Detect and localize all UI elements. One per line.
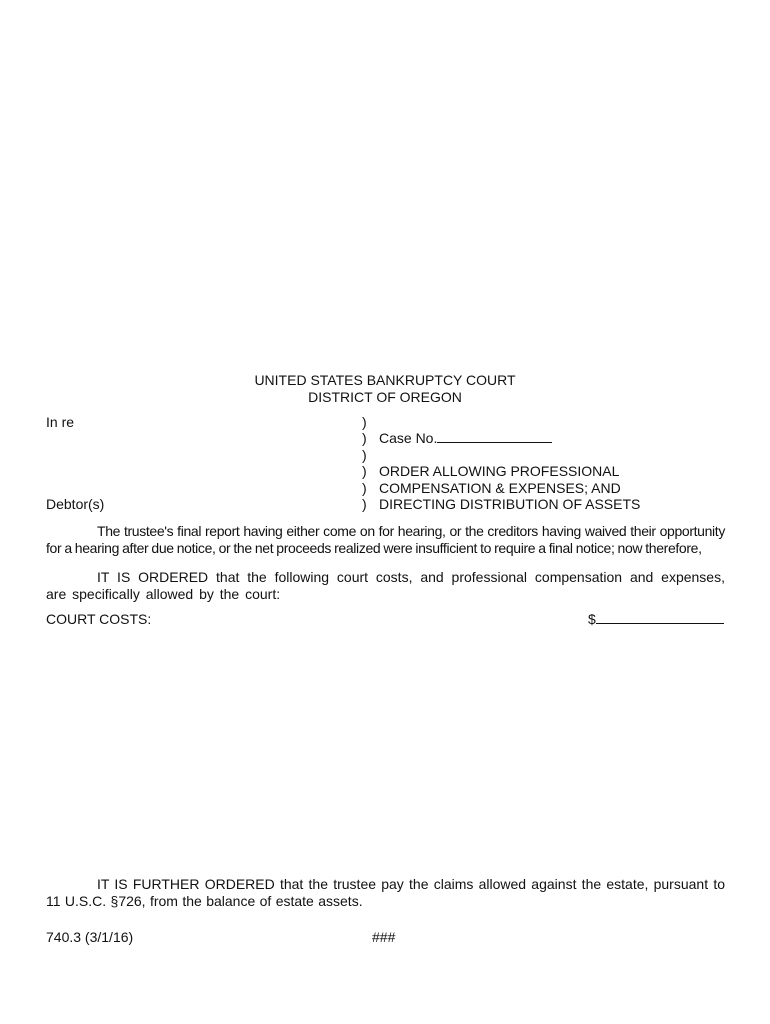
caption-right-block bbox=[379, 414, 640, 512]
caption-paren: ) bbox=[362, 430, 367, 447]
end-of-document-mark: ### bbox=[372, 929, 396, 945]
case-no-label: Case No. bbox=[379, 430, 438, 447]
caption-paren: ) bbox=[362, 463, 367, 480]
caption-paren: ) bbox=[362, 414, 367, 430]
debtor-label: Debtor(s) bbox=[46, 496, 105, 512]
findings-text: The trustee's final report having either come on for hearing, or the creditors having waived their opportunity for a hearing after due notice, or the net proceeds realized were insufficient to require a final notice; now therefore, bbox=[46, 523, 725, 556]
order-title-line: DIRECTING DISTRIBUTION OF ASSETS bbox=[379, 495, 641, 512]
case-number-field[interactable] bbox=[437, 430, 552, 443]
caption-paren: ) bbox=[362, 446, 367, 463]
order-title-line: COMPENSATION & EXPENSES; AND bbox=[379, 479, 621, 496]
currency-symbol: $ bbox=[588, 611, 596, 627]
ordered-paragraph bbox=[46, 569, 725, 603]
district-heading: DISTRICT OF OREGON bbox=[308, 389, 462, 405]
findings-paragraph bbox=[46, 523, 725, 557]
court-costs-amount-field[interactable] bbox=[596, 611, 724, 624]
court-name-heading: UNITED STATES BANKRUPTCY COURT bbox=[254, 372, 516, 388]
caption-spacer bbox=[379, 447, 640, 463]
court-costs-label: COURT COSTS: bbox=[46, 611, 152, 627]
ordered-text: IT IS ORDERED that the following court costs, and professional compensation and expenses, are specifically allowed by the court: bbox=[46, 569, 725, 602]
form-number: 740.3 (3/1/16) bbox=[46, 929, 134, 945]
caption-paren: ) bbox=[362, 479, 367, 496]
further-ordered-text: IT IS FURTHER ORDERED that the trustee pay the claims allowed against the estate, pursuant to 11 U.S.C. §726, from the balance of estate assets. bbox=[46, 876, 725, 909]
in-re-label: In re bbox=[46, 414, 75, 430]
caption-paren: ) bbox=[362, 495, 367, 512]
caption-paren-column bbox=[362, 414, 367, 512]
order-title-line: ORDER ALLOWING PROFESSIONAL bbox=[379, 463, 620, 480]
further-ordered-paragraph bbox=[46, 876, 725, 910]
case-number-row bbox=[379, 430, 640, 446]
court-costs-amount-row bbox=[588, 611, 724, 627]
caption-spacer bbox=[379, 414, 640, 430]
